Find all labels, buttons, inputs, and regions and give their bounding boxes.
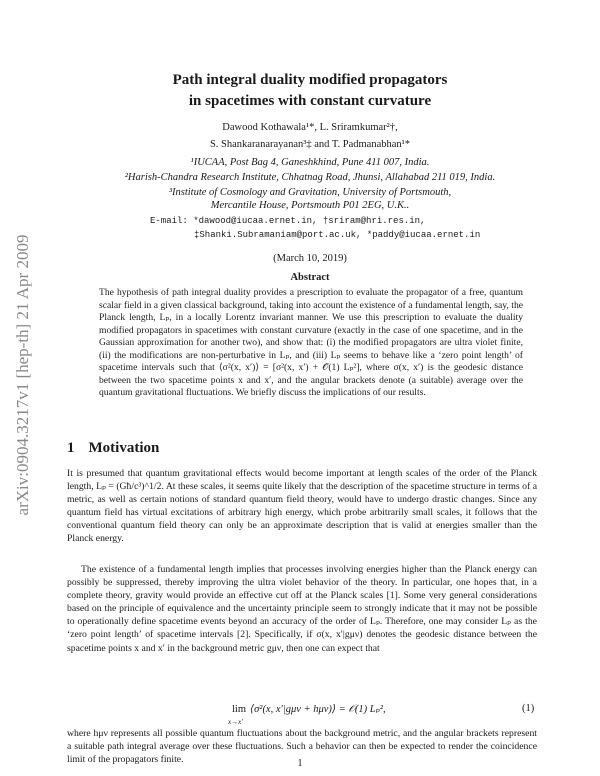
equation-body: ⟨σ²(x, x′|gμν + hμν)⟩ = 𝒪(1) Lₚ², (250, 704, 386, 715)
authors-line-1: Dawood Kothawala¹*, L. Sriramkumar²†, (222, 122, 398, 133)
equation-limit-subscript: x→x′ (228, 718, 243, 726)
paragraph-3: where hμν represents all possible quantum fluctuations about the background metric, and the angular brackets represent a suitable path integral average over these fluctuations. Such a behavior can then be expected to render the coincidence limit of the propagators finite. (67, 728, 537, 766)
arxiv-sidebar (8, 185, 38, 565)
arxiv-id: arXiv:0904.3217v1 [hep-th] 21 Apr 2009 (13, 234, 32, 516)
email-line-2: ‡Shanki.Subramaniam@port.ac.uk, *paddy@iucaa.ernet.in (194, 230, 481, 240)
affiliation-2: ²Harish-Chandra Research Institute, Chhatnag Road, Jhunsi, Allahabad 211 019, India. (124, 172, 496, 183)
date: (March 10, 2019) (273, 253, 347, 264)
affiliation-3a: ³Institute of Cosmology and Gravitation, University of Portsmouth, (168, 187, 452, 198)
paper-title-line-2: in spacetimes with constant curvature (188, 93, 432, 109)
abstract-heading: Abstract (290, 272, 330, 283)
paragraph-2: The existence of a fundamental length implies that processes involving energies higher than the Planck energy can possibly be suppressed, thereby improving the ultra violet behavior of the theory. In particular, one hopes that, in a complete theory, gravity would provide an effective cut off at the Planck scales [1]. Some very general considerations based on the principle of equivalence and the uncertainty principle seem to strongly indicate that it may not be possible to operationally define spacetime events beyond an accuracy of the order of Lₚ. Therefore, one may consider Lₚ as the ‘zero point length’ of spacetime intervals [2]. Specifically, if σ(x, x′|gμν) denotes the geodesic distance between the spacetime points x and x′ in the background metric gμν, then one can expect that (67, 564, 537, 654)
affiliation-3b: Mercantile House, Portsmouth P01 2EG, U.K.. (210, 200, 410, 211)
paragraph-1: It is presumed that quantum gravitational effects would become important at length scales of the order of the Planck length, Lₚ = (Għ/c³)^1/2. At these scales, it seems quite likely that the description of the spacetime structure in terms of a metric, as well as certain notions of standard quantum field theory, would have to undergo drastic changes. Since any quantum field has virtual excitations of arbitrary high energy, which probe arbitrarily small scales, it follows that the conventional quantum field theory can only be an approximate description that is valid at energies smaller than the Planck energy. (67, 468, 537, 545)
abstract-text: The hypothesis of path integral duality provides a prescription to evaluate the propagator of a free, quantum scalar field in a given classical background, taking into account the existence of a fundamental length, say, the Planck length, Lₚ, in a locally Lorentz invariant manner. We use this prescription to evaluate the duality modified propagators in spacetimes with constant curvature (exactly in the case of one spacetime, and in the Gaussian approximation for another two), and show that: (i) the modified propagators are ultra violet finite, (ii) the modifications are non-perturbative in Lₚ, and (iii) Lₚ seems to behave like a ‘zero point length’ of spacetime intervals such that ⟨σ²(x, x′)⟩ = [σ²(x, x′) + 𝒪(1) Lₚ²], where σ(x, x′) is the geodesic distance between the two spacetime points x and x′, and the angular brackets denote (a suitable) average over the quantum gravitational fluctuations. We briefly discuss the implications of our results. (99, 287, 523, 398)
email-line-1 (150, 216, 425, 226)
equation-1 (228, 703, 386, 726)
equation-lim: lim (232, 704, 247, 715)
section-title: Motivation (88, 440, 160, 456)
section-number: 1 (67, 440, 75, 456)
equation-number: (1) (522, 703, 535, 714)
authors-line-2: S. Shankaranarayanan³‡ and T. Padmanabhan¹* (209, 139, 411, 150)
paper-title-line-1: Path integral duality modified propagators (172, 72, 448, 88)
email-label: E-mail: (150, 216, 188, 226)
email-list-1: *dawood@iucaa.ernet.in, †sriram@hri.res.in, (193, 216, 426, 226)
section-heading (67, 440, 159, 457)
affiliation-1: ¹IUCAA, Post Bag 4, Ganeshkhind, Pune 411 007, India. (190, 157, 430, 168)
page-number: 1 (297, 758, 303, 769)
